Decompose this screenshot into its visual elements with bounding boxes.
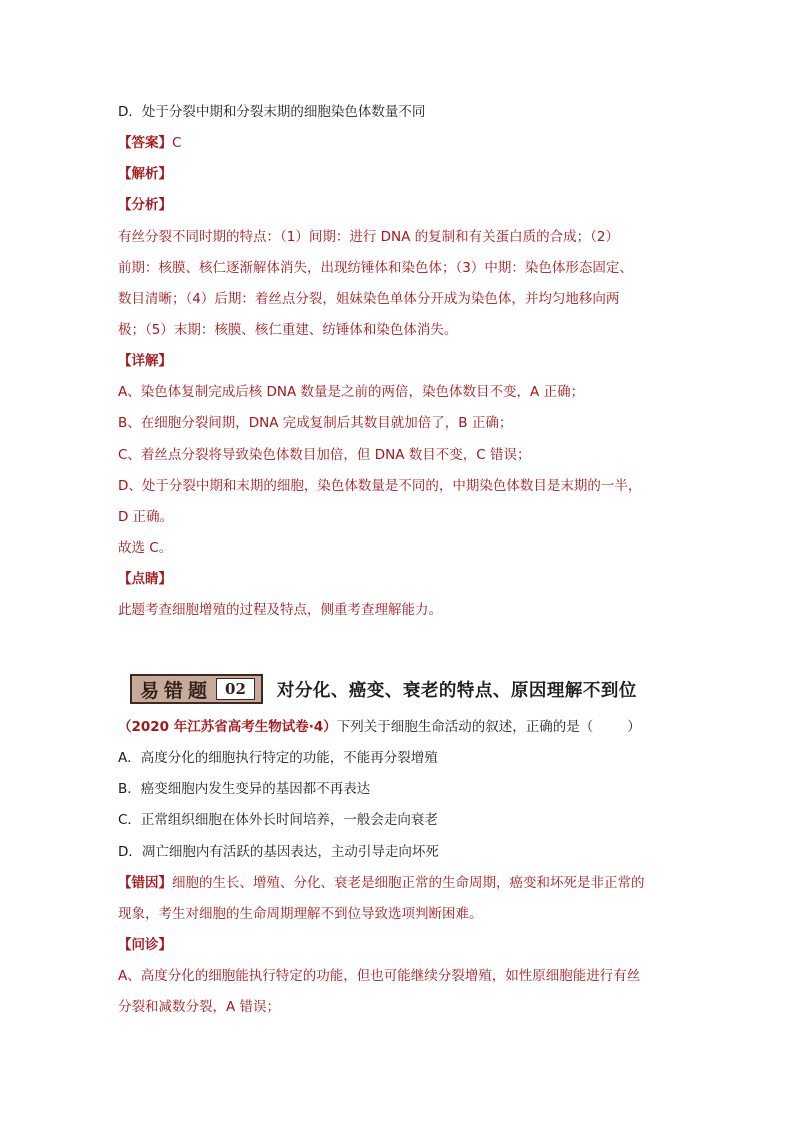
dianjing-text: 此题考查细胞增殖的过程及特点，侧重考查理解能力。 bbox=[118, 602, 442, 618]
cuoyin-line-1 bbox=[118, 873, 678, 893]
detail-line-c: C、着丝点分裂将导致染色体数目加倍，但 DNA 数目不变，C 错误； bbox=[118, 447, 531, 463]
question-stem-close: ） bbox=[627, 719, 641, 735]
cuoyin-label: 【错因】 bbox=[118, 875, 172, 891]
wenzhen-line-1: A、高度分化的细胞能执行特定的功能，但也可能继续分裂增殖，如性原细胞能进行有丝 bbox=[118, 968, 641, 984]
detail-line-a: A、染色体复制完成后核 DNA 数量是之前的两倍，染色体数目不变，A 正确； bbox=[118, 384, 585, 400]
option-a: A．高度分化的细胞执行特定的功能，不能再分裂增殖 bbox=[118, 750, 438, 766]
fenxi-label: 【分析】 bbox=[118, 197, 172, 213]
analysis-heading bbox=[118, 164, 678, 184]
fenxi-line-2: 前期：核膜、核仁逐渐解体消失，出现纺锤体和染色体；（3）中期：染色体形态固定、 bbox=[118, 260, 633, 276]
error-tag-number: 02 bbox=[216, 678, 255, 700]
option-d-previous: D．处于分裂中期和分裂末期的细胞染色体数量不同 bbox=[118, 104, 426, 120]
detail-label: 【详解】 bbox=[118, 353, 172, 369]
wenzhen-line-2: 分裂和减数分裂，A 错误； bbox=[118, 999, 281, 1015]
fenxi-line-3: 数目清晰；（4）后期：着丝点分裂，姐妹染色单体分开成为染色体，并均匀地移向两 bbox=[118, 291, 620, 307]
dianjing-heading bbox=[118, 569, 678, 589]
cuoyin-text-1: 细胞的生长、增殖、分化、衰老是细胞正常的生命周期，癌变和坏死是非正常的 bbox=[172, 875, 645, 891]
detail-line-d: D、处于分裂中期和末期的细胞，染色体数量是不同的，中期染色体数目是末期的一半， bbox=[118, 478, 642, 494]
wenzhen-label: 【问诊】 bbox=[118, 937, 172, 953]
option-b: B．癌变细胞内发生变异的基因都不再表达 bbox=[118, 781, 371, 797]
fenxi-line-4: 极；（5）末期：核膜、核仁重建、纺锤体和染色体消失。 bbox=[118, 322, 458, 338]
section-banner bbox=[130, 675, 637, 703]
detail-line-b: B、在细胞分裂间期，DNA 完成复制后其数目就加倍了，B 正确； bbox=[118, 415, 513, 431]
answer-label: 【答案】 bbox=[118, 135, 172, 151]
question-stem-text: 下列关于细胞生命活动的叙述，正确的是（ bbox=[336, 719, 594, 735]
answer-value: C bbox=[172, 135, 182, 151]
detail-conclusion: 故选 C。 bbox=[118, 540, 173, 556]
detail-line-d-cont: D 正确。 bbox=[118, 509, 174, 525]
fenxi-line-1: 有丝分裂不同时期的特点：（1）间期：进行 DNA 的复制和有关蛋白质的合成；（2） bbox=[118, 229, 619, 245]
option-c: C．正常组织细胞在体外长时间培养，一般会走向衰老 bbox=[118, 812, 438, 828]
cuoyin-line-2: 现象，考生对细胞的生命周期理解不到位导致选项判断困难。 bbox=[118, 906, 483, 922]
fenxi-heading bbox=[118, 195, 678, 215]
analysis-label: 【解析】 bbox=[118, 166, 172, 182]
dianjing-label: 【点睛】 bbox=[118, 571, 172, 587]
error-tag-label: 易错题 bbox=[140, 679, 213, 702]
option-d: D．凋亡细胞内有活跃的基因表达，主动引导走向坏死 bbox=[118, 844, 439, 860]
answer-line bbox=[118, 133, 678, 153]
section-title: 对分化、癌变、衰老的特点、原因理解不到位 bbox=[276, 680, 637, 701]
wenzhen-heading bbox=[118, 935, 678, 955]
error-tag bbox=[130, 674, 263, 704]
question-stem bbox=[118, 717, 678, 737]
detail-heading bbox=[118, 351, 678, 371]
question-source: （2020 年江苏省高考生物试卷·4） bbox=[118, 719, 337, 735]
